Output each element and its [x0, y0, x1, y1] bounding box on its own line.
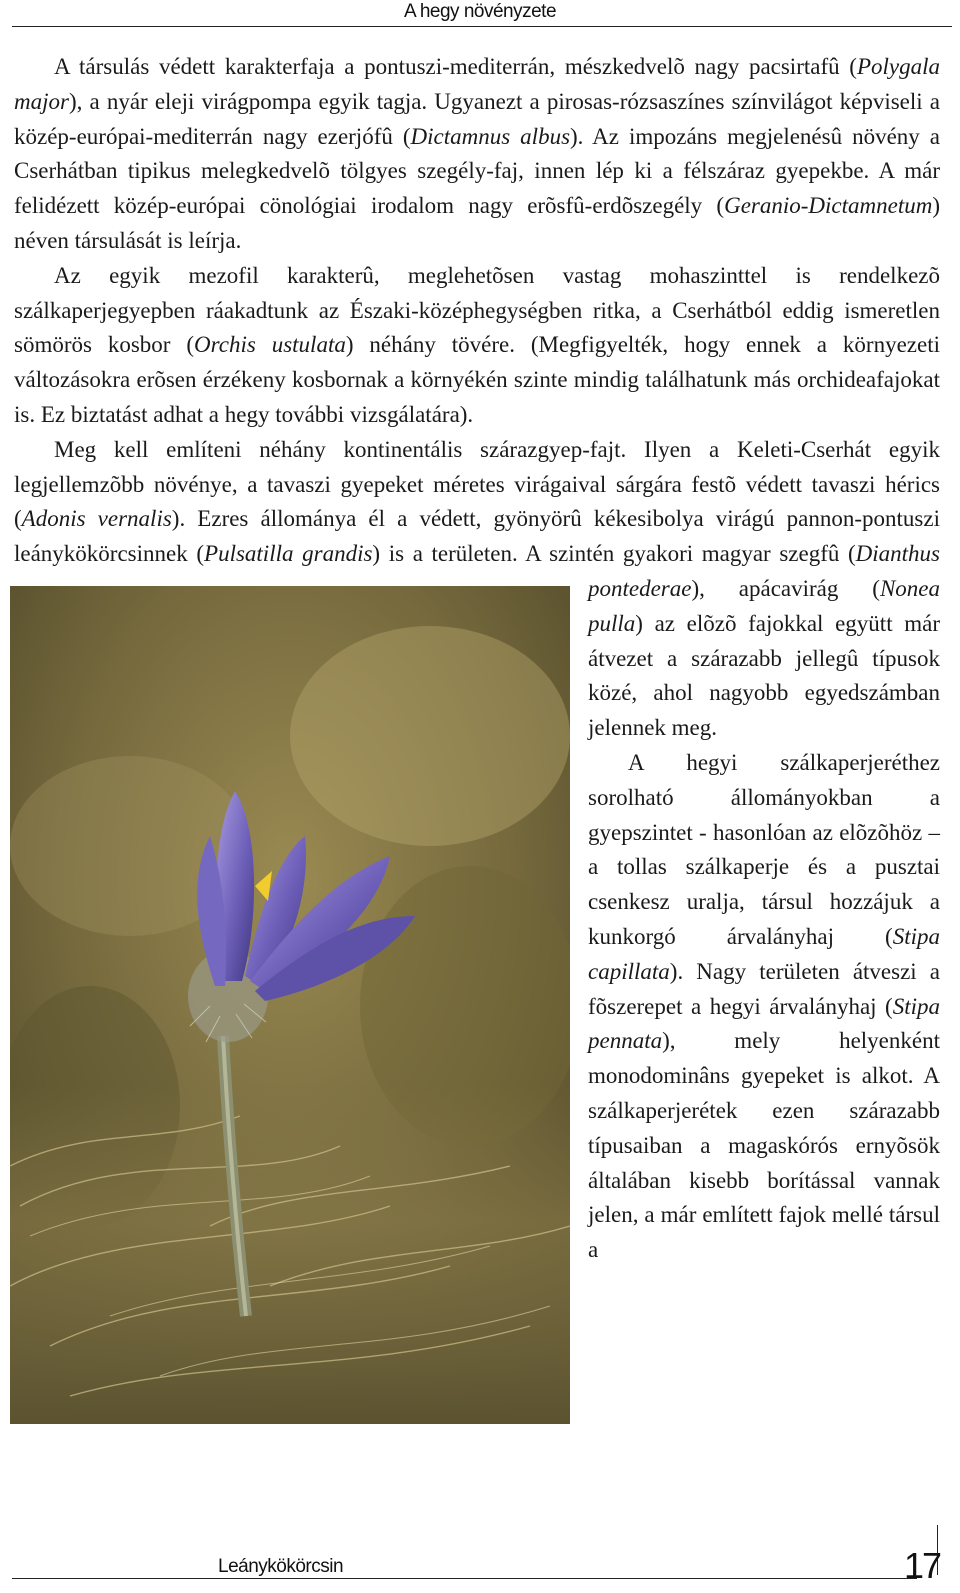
species-name: Stipa capillata	[588, 923, 940, 984]
body-text	[14, 50, 940, 1424]
text-run: ) néhány tövére. (Megfigyelték, hogy ennek a környezeti változásokra erõsen érzékeny kosbornak a környékén szinte mindig találhatunk más orchideafajokat is. Ez biztatást adhat a hegy további vizsgálatára).	[14, 332, 940, 427]
association-name: Geranio-Dictamnetum	[724, 193, 933, 219]
species-name: Pulsatilla grandis	[204, 541, 373, 567]
species-name: Nonea pulla	[588, 575, 940, 636]
text-run: A társulás védett karakterfaja a pontuszi-mediterrán, mészkedvelõ nagy pacsirtafû (	[54, 54, 857, 79]
text-run: ) az elõzõ fajokkal együtt már átvezet a szárazabb jellegû típusok közé, ahol nagyobb egyedszámban jelennek meg.	[588, 610, 940, 741]
figure-caption: Leánykökörcsin	[218, 1556, 344, 1577]
text-run: ). Ezres állománya él a védett, gyönyörû kékesibolya virágú pannon-pontuszi leánykökörcsinnek (	[14, 506, 940, 567]
species-name: Adonis vernalis	[21, 506, 172, 532]
species-name: Orchis ustulata	[194, 332, 346, 358]
pasque-flower-photo	[10, 586, 570, 1424]
text-run: Az egyik mezofil karakterû, meglehetõsen vastag mohaszinttel is rendelkezõ szálkaperjegyepben ráakadtunk az Északi-középhegységben ritka, a Cserhátból eddig ismeretlen sömörös kosbor (	[14, 262, 940, 358]
text-run: ), mely helyenként monodominâns gyepeket is alkot. A szálkaperjerétek ezen szárazabb típusaiban a magaskórós ernyõsök általában kisebb borítással vannak jelen, a már említett fajok mellé társul a	[588, 1028, 940, 1263]
text-run: ) is a területen. A szintén gyakori magyar szegfû (	[372, 541, 856, 567]
species-name: Dianthus pontederae	[588, 541, 941, 601]
species-name: Dictamnus albus	[410, 123, 571, 149]
paragraph-1	[14, 50, 940, 259]
paragraph-3	[14, 433, 940, 746]
species-name: Polygala major	[14, 54, 940, 114]
text-run: ), a nyár eleji virágpompa egyik tagja. Ugyanezt a pirosas-rózsaszínes színvilágot képviseli a közép-európai-mediterrán nagy ezerjófû (	[14, 88, 940, 149]
text-run: Meg kell említeni néhány kontinentális szárazgyep-fajt. Ilyen a Keleti-Cserhát egyik legjellemzõbb növénye, a tavaszi gyepeket méretes virágaival sárgára festõ védett tavaszi hérics (	[14, 436, 940, 532]
figure	[10, 586, 570, 1424]
text-run: ). Az impozáns megjelenésû növény a Cserhátban tipikus melegkedvelõ tölgyes szegély-faj, innen lép ki a félszáraz gyepekbe. A már felidézett közép-európai cönológiai irodalom nagy erõsfû-erdõszegély (	[14, 123, 940, 219]
paragraph-2	[14, 259, 940, 433]
header-rule	[12, 26, 952, 27]
running-header: A hegy növényzete	[403, 1, 557, 22]
text-run: ). Nagy területen átveszi a fõszerepet a hegyi árvalányhaj (	[588, 958, 940, 1019]
text-run: ), apácavirág (	[691, 575, 880, 601]
page-number: 17	[904, 1545, 941, 1586]
species-name: Stipa pennata	[588, 993, 940, 1054]
footer-rule	[12, 1578, 917, 1579]
text-run: A hegyi szálkaperjeréthez sorolható állományokban a gyepszintet - hasonlóan az elõzõhöz – a tollas szálkaperje és a pusztai csenkesz uralja, társul hozzájuk a kunkorgó árvalányhaj (	[588, 749, 940, 949]
text-run: ) néven társulását is leírja.	[14, 193, 940, 253]
